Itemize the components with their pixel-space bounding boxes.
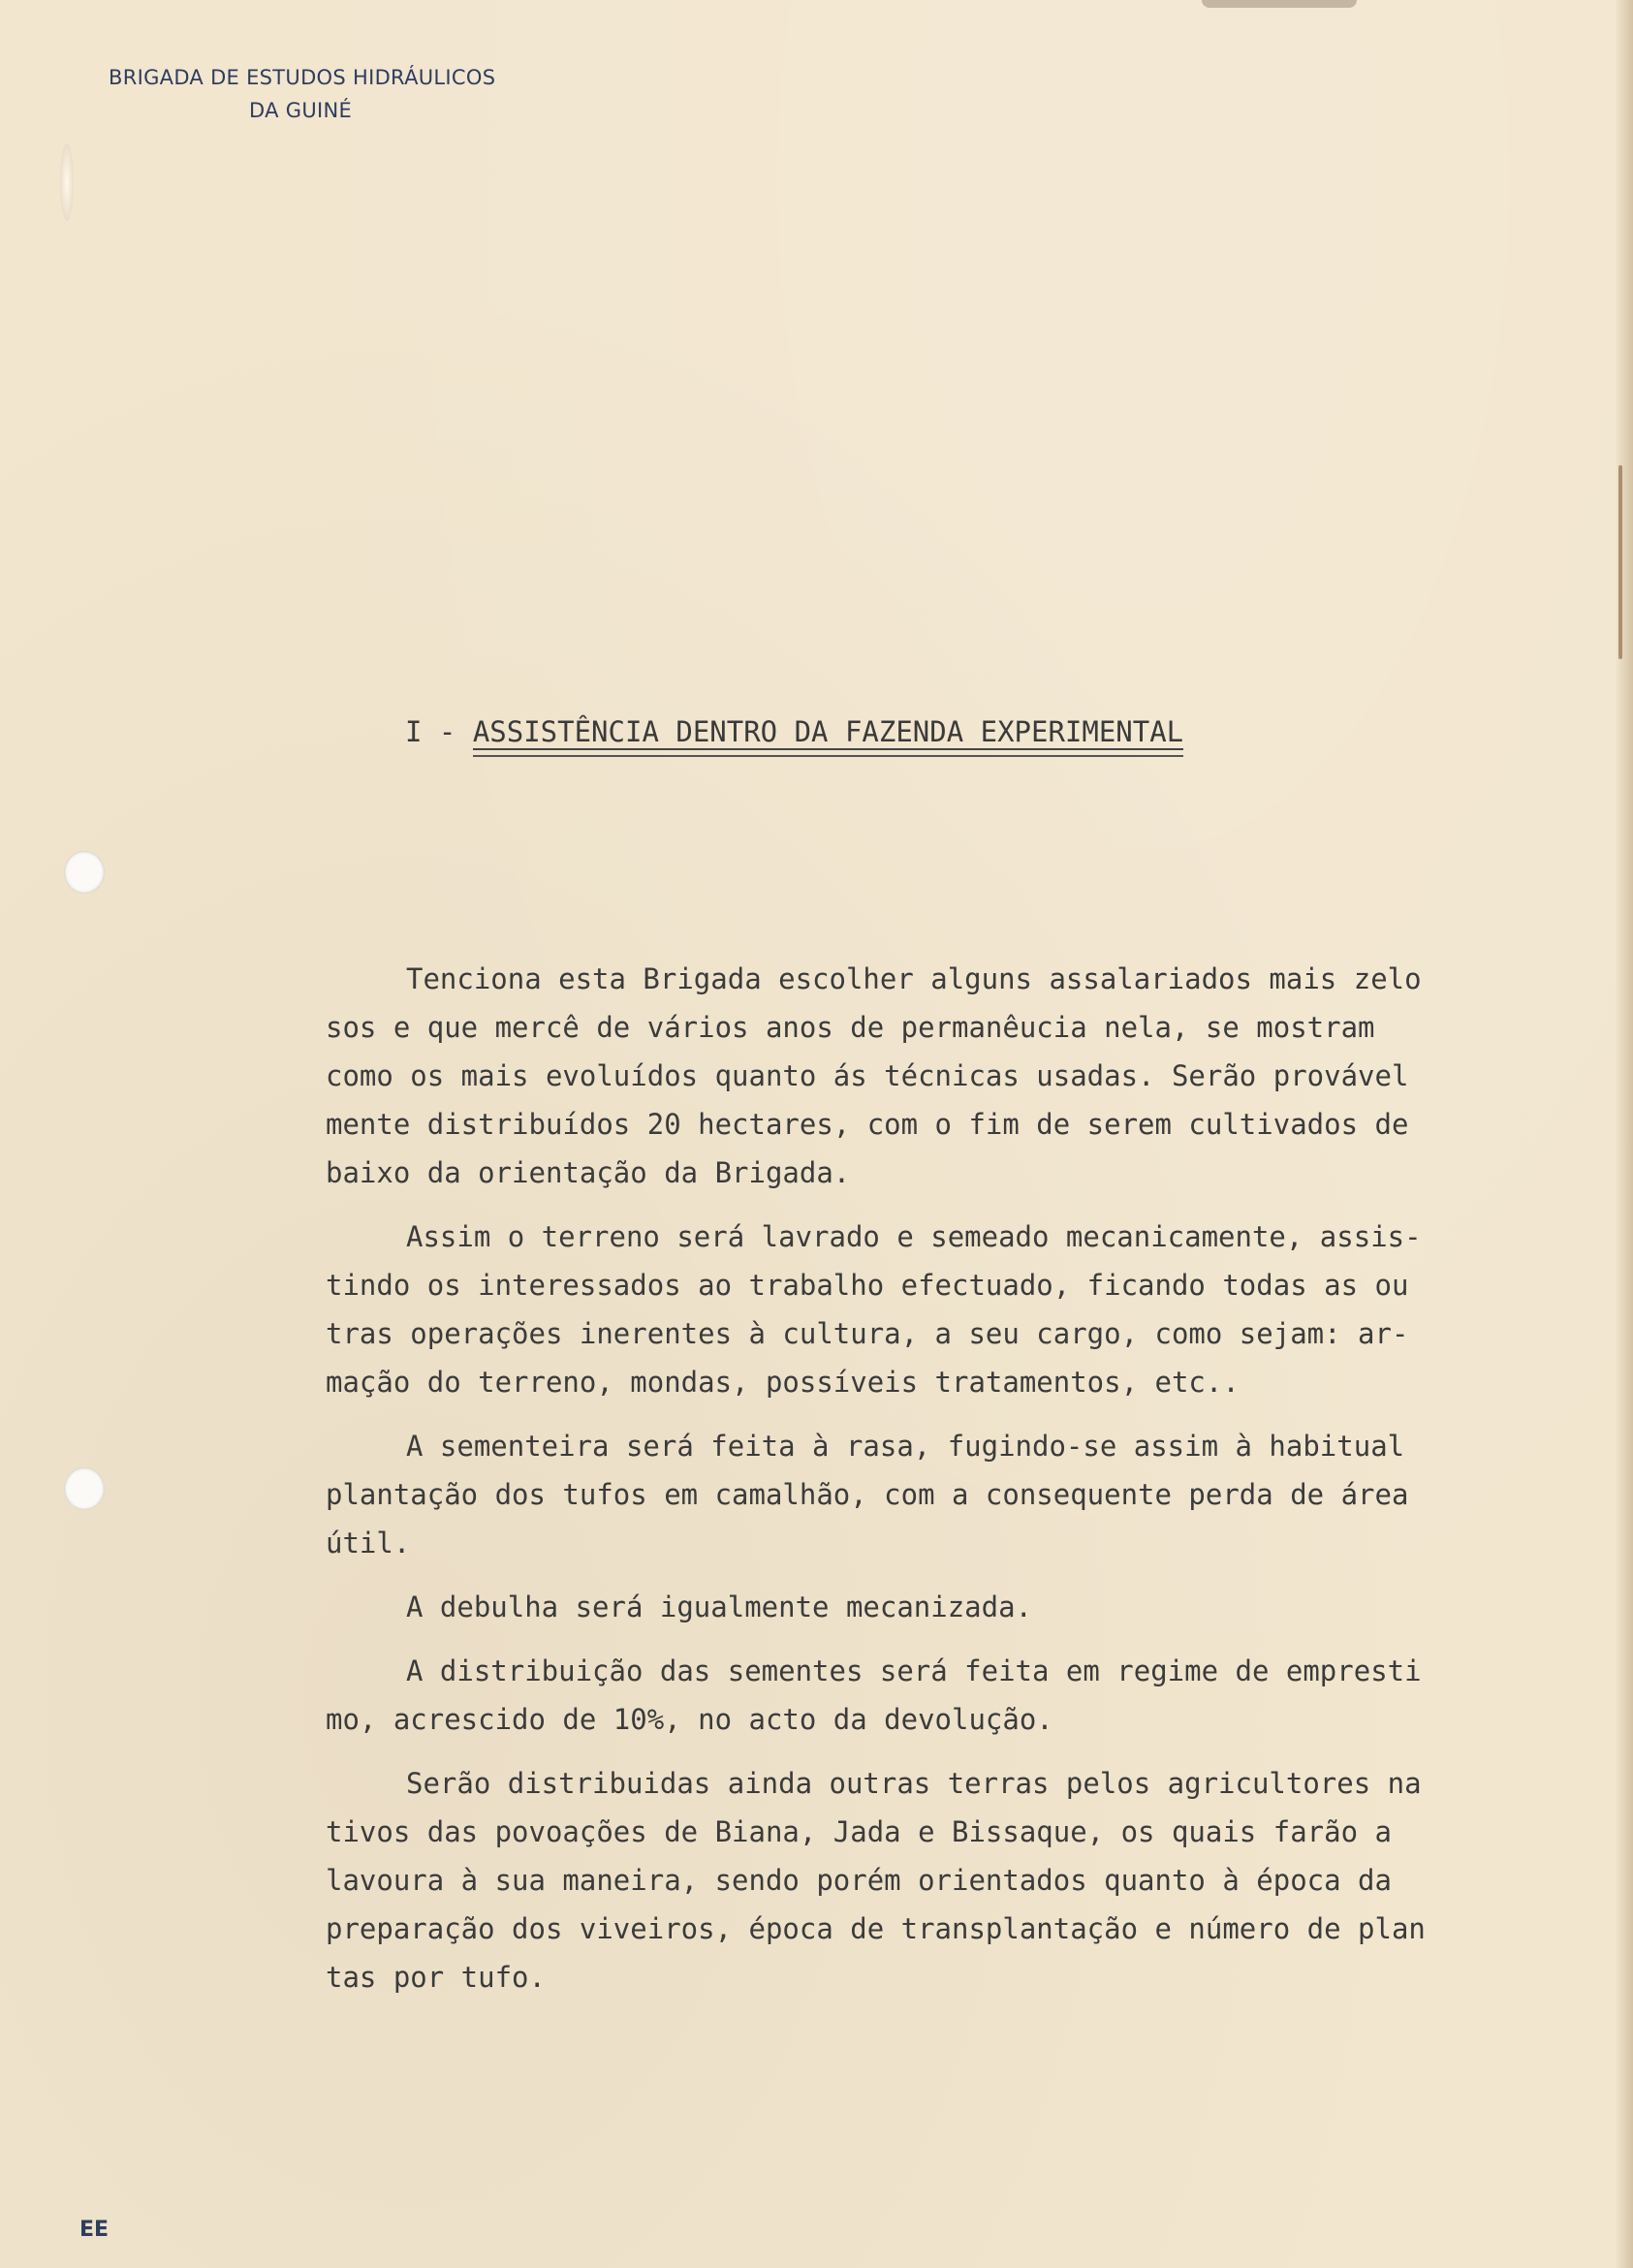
letterhead-line-2: DA GUINÉ: [249, 99, 353, 122]
paragraph: [326, 1647, 1605, 1744]
paragraph: [326, 1422, 1605, 1567]
section-number: I -: [405, 715, 473, 748]
text-line: A debulha será igualmente mecanizada.: [406, 1591, 1033, 1623]
paragraph: [326, 955, 1605, 1197]
text-line: Serão distribuidas ainda outras terras pelos agricultores na: [406, 1767, 1422, 1800]
text-line: A distribuição das sementes será feita em regime de empresti: [406, 1654, 1422, 1687]
footer-mark: EE: [79, 2218, 110, 2242]
text-line: útil.: [326, 1527, 411, 1559]
paper-right-edge: [1616, 0, 1633, 2268]
letterhead: [109, 66, 554, 122]
text-line: tas por tufo.: [326, 1961, 546, 1994]
letterhead-line-1: BRIGADA DE ESTUDOS HIDRÁULICOS: [109, 66, 496, 89]
punch-hole: [64, 1467, 105, 1510]
paragraph: [326, 1213, 1605, 1406]
paper-tear: [60, 143, 74, 221]
text-line: como os mais evoluídos quanto ás técnicas usadas. Serão provável: [326, 1059, 1409, 1092]
section-title: [405, 715, 1183, 748]
text-line: mente distribuídos 20 hectares, com o fim de serem cultivados de: [326, 1108, 1409, 1141]
text-line: plantação dos tufos em camalhão, com a consequente perda de área: [326, 1478, 1409, 1511]
text-line: mação do terreno, mondas, possíveis tratamentos, etc..: [326, 1366, 1240, 1399]
text-line: tras operações inerentes à cultura, a seu cargo, como sejam: ar-: [326, 1317, 1409, 1350]
text-line: sos e que mercê de vários anos de permanêucia nela, se mostram: [326, 1011, 1375, 1044]
paragraph: [326, 1583, 1605, 1631]
text-line: A sementeira será feita à rasa, fugindo-se assim à habitual: [406, 1430, 1405, 1463]
text-line: tivos das povoações de Biana, Jada e Bissaque, os quais farão a: [326, 1815, 1392, 1848]
text-line: tindo os interessados ao trabalho efectuado, ficando todas as ou: [326, 1269, 1409, 1302]
section-heading: ASSISTÊNCIA DENTRO DA FAZENDA EXPERIMENTAL: [472, 715, 1184, 748]
paper-edge-stain: [1618, 465, 1622, 659]
punch-hole: [64, 851, 105, 894]
text-line: mo, acrescido de 10%, no acto da devolução.: [326, 1703, 1053, 1736]
body-text: [326, 955, 1605, 2017]
text-line: Tenciona esta Brigada escolher alguns assalariados mais zelo: [406, 962, 1422, 995]
text-line: preparação dos viveiros, época de transplantação e número de plan: [326, 1912, 1426, 1945]
text-line: Assim o terreno será lavrado e semeado mecanicamente, assis-: [406, 1220, 1422, 1253]
text-line: baixo da orientação da Brigada.: [326, 1156, 851, 1189]
paragraph: [326, 1759, 1605, 2001]
text-line: lavoura à sua maneira, sendo porém orientados quanto à época da: [326, 1864, 1392, 1897]
paper-top-shadow: [1202, 0, 1357, 8]
